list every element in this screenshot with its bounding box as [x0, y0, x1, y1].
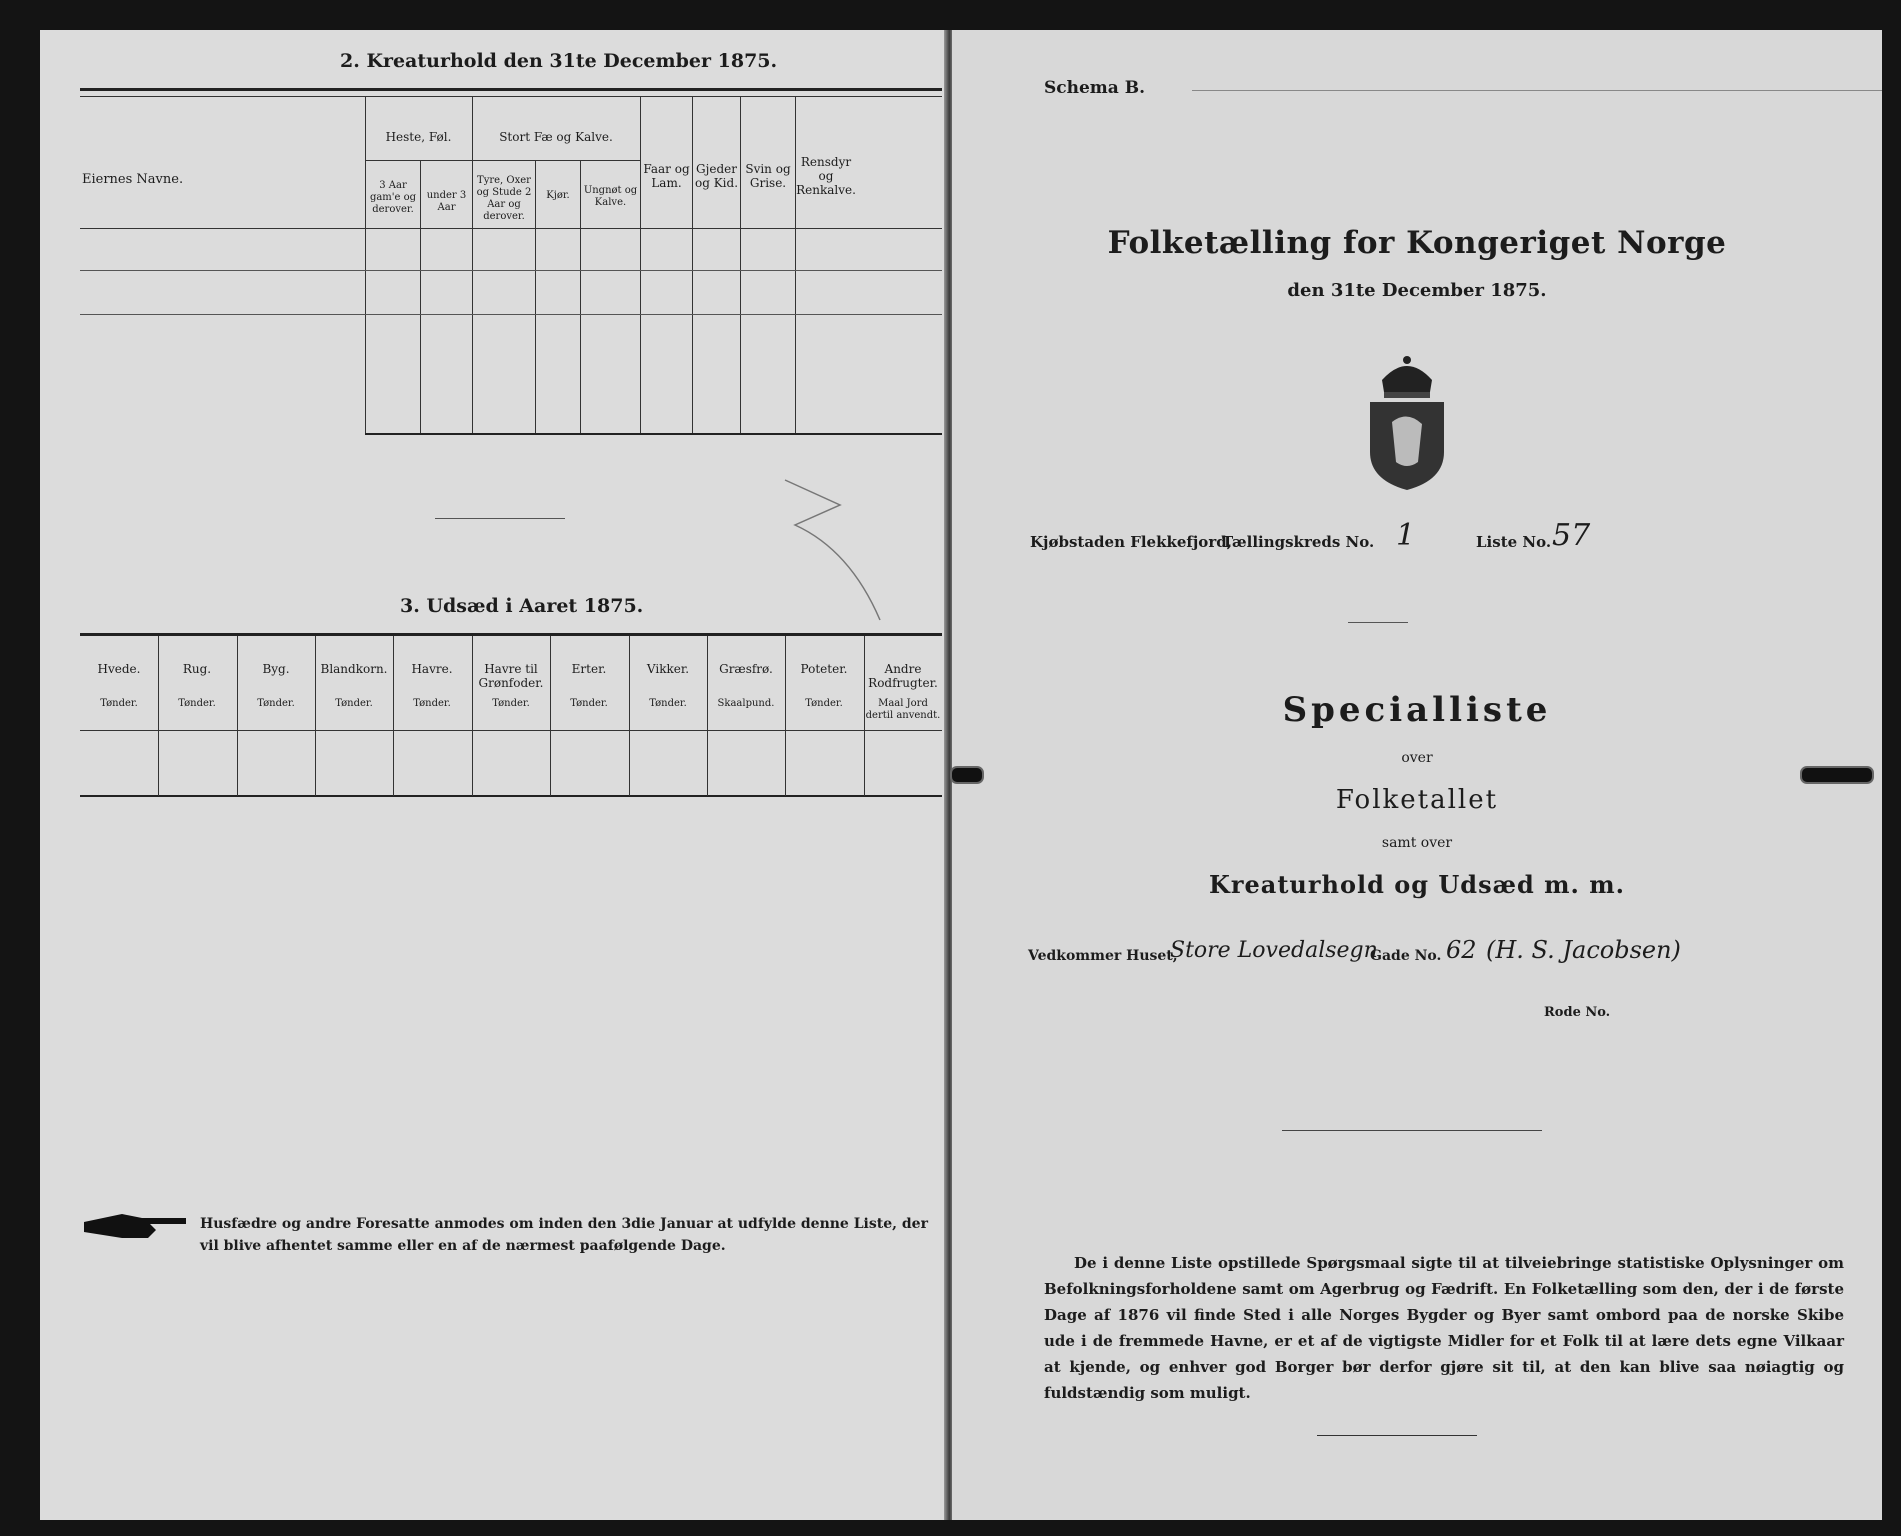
- crop-unit: Tønder.: [413, 698, 451, 709]
- table-top-rule: [80, 88, 942, 91]
- rode-label: Rode No.: [1544, 1005, 1611, 1020]
- crop-unit: Tønder.: [257, 698, 295, 709]
- heste-header: Heste, Føl.: [385, 130, 452, 144]
- town-label: Kjøbstaden Flekkefjord,: [1030, 533, 1232, 551]
- svin-header: Svin og Grise.: [745, 162, 791, 190]
- crop-name: Havre til Grønfoder.: [478, 662, 544, 690]
- crop-unit: Tønder.: [492, 698, 530, 709]
- crop-unit: Tønder.: [805, 698, 843, 709]
- coat-of-arms-icon: [1352, 352, 1462, 492]
- crop-name: Havre.: [411, 662, 453, 676]
- faar-header: Faar og Lam.: [643, 162, 690, 190]
- crop-column-divider: [629, 636, 630, 796]
- crop-name: Græsfrø.: [719, 662, 773, 676]
- right-page: [952, 30, 1882, 1520]
- section3-title: 3. Udsæd i Aaret 1875.: [400, 595, 644, 617]
- crop-name: Hvede.: [97, 662, 141, 676]
- crop-name: Vikker.: [646, 662, 690, 676]
- census-date: den 31te December 1875.: [1287, 280, 1547, 301]
- schema-label: Schema B.: [1044, 78, 1146, 98]
- owner-column-header: Eiernes Navne.: [82, 172, 184, 187]
- gade-value: 62: [1446, 936, 1477, 964]
- crop-column-divider: [393, 636, 394, 796]
- rensdyr-header: Rensdyr og Renkalve.: [796, 155, 856, 197]
- crop-unit: Tønder.: [335, 698, 373, 709]
- heste-sub-old: 3 Aar gam'e og derover.: [369, 180, 417, 215]
- special-list-title: Specialliste: [1282, 690, 1552, 730]
- house-label: Vedkommer Huset,: [1028, 948, 1178, 964]
- crop-unit: Maal Jord dertil anvendt.: [865, 698, 941, 721]
- kreaturhold-text: Kreaturhold og Udsæd m. m.: [1209, 870, 1625, 899]
- bleed-through-column: [48, 110, 108, 1450]
- explanation-paragraph: De i denne Liste opstillede Spørgsmaal sigte til at tilveiebringe statistiske Oplysninger om Befolkningsforholdene samt om Agerbrug og Fædrift. En Folketælling som den, der i de første Dage af 1876 vil finde Sted i alle Norges Bygder og Byer samt ombord paa de norske Skibe ude i de fremmede Havne, er et af de vigtigste Midler for et Folk til at lære dets egne Vilkaar at kjende, og enhver god Borger bør derfor gjøre sit til, at den kan blive saa nøiagtig og fuldstændig som muligt.: [1044, 1254, 1844, 1402]
- left-page: [40, 30, 948, 1520]
- crop-column-divider: [785, 636, 786, 796]
- crop-column-divider: [472, 636, 473, 796]
- district-label: Tællingskreds No.: [1222, 533, 1375, 551]
- crop-column-divider: [237, 636, 238, 796]
- crop-name: Erter.: [571, 662, 607, 676]
- crop-column-divider: [158, 636, 159, 796]
- crop-name: Blandkorn.: [320, 662, 388, 676]
- district-value: 1: [1396, 518, 1416, 553]
- crop-unit: Tønder.: [178, 698, 216, 709]
- owner-value: (H. S. Jacobsen): [1486, 936, 1681, 964]
- census-title: Folketælling for Kongeriget Norge: [1107, 225, 1727, 261]
- page-clip-center: [950, 766, 984, 784]
- stortfae-sub-oxen: Tyre, Oxer og Stude 2 Aar og derover.: [476, 175, 532, 222]
- page-clip-right: [1800, 766, 1874, 784]
- over-text: over: [1401, 750, 1433, 766]
- crop-name: Andre Rodfrugter.: [868, 662, 938, 690]
- crop-unit: Tønder.: [570, 698, 608, 709]
- gade-label: Gade No.: [1370, 948, 1442, 964]
- section2-title: 2. Kreaturhold den 31te December 1875.: [340, 50, 778, 72]
- gjeder-header: Gjeder og Kid.: [694, 162, 739, 190]
- stortfae-sub-cows: Kjør.: [546, 190, 570, 201]
- crop-column-divider: [707, 636, 708, 796]
- folketallet-text: Folketallet: [1335, 785, 1499, 815]
- stortfae-header: Stort Fæ og Kalve.: [499, 130, 613, 144]
- notice-text: Husfædre og andre Foresatte anmodes om inden den 3die Januar at udfylde denne Liste, der vil blive afhentet samme eller en af de nærmest paafølgende Dage.: [200, 1216, 928, 1254]
- list-label: Liste No.: [1476, 533, 1552, 551]
- crop-column-divider: [315, 636, 316, 796]
- pointing-hand-icon: [82, 1208, 192, 1242]
- crop-column-divider: [550, 636, 551, 796]
- list-value: 57: [1552, 518, 1591, 553]
- crop-name: Byg.: [262, 662, 290, 676]
- crop-unit: Skaalpund.: [717, 698, 775, 709]
- samt-over-text: samt over: [1381, 835, 1453, 851]
- crop-unit: Tønder.: [100, 698, 138, 709]
- crop-unit: Tønder.: [649, 698, 687, 709]
- crops-top-rule: [80, 633, 942, 636]
- crop-name: Poteter.: [800, 662, 848, 676]
- pencil-mark: [780, 470, 890, 630]
- stortfae-sub-young: Ungnøt og Kalve.: [583, 185, 638, 208]
- crop-name: Rug.: [182, 662, 212, 676]
- street-value: Store Lovedalsegn: [1170, 938, 1378, 963]
- heste-sub-young: under 3 Aar: [426, 190, 467, 213]
